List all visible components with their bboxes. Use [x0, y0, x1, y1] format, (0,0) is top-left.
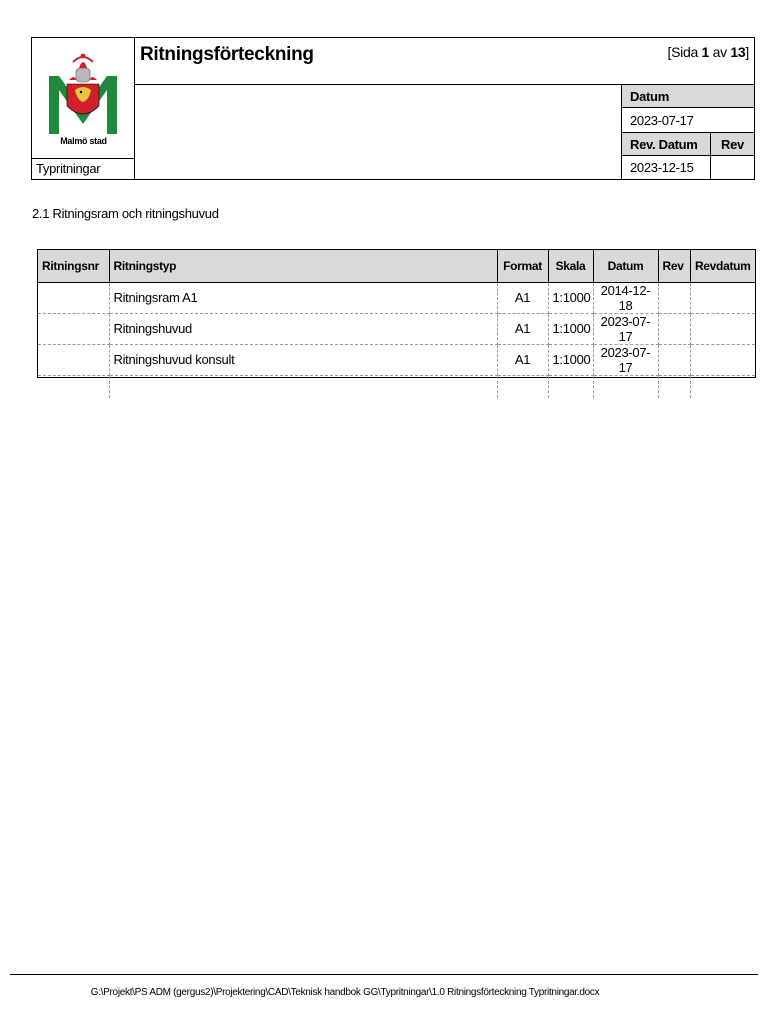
- column-header-rev: Rev: [658, 250, 690, 282]
- table-row: [38, 375, 755, 398]
- cell-format: A1: [497, 313, 548, 344]
- doc-category: Typritningar: [32, 158, 135, 180]
- org-name: Malmö stad: [60, 136, 107, 146]
- title-cell: [135, 38, 754, 85]
- cell-datum: 2023-07-17: [593, 313, 658, 344]
- page-total: 13: [730, 44, 746, 60]
- cell-ritningsnr: [38, 344, 109, 375]
- column-header-skala: Skala: [548, 250, 593, 282]
- cell-datum: 2014-12-18: [593, 282, 658, 313]
- cell-ritningstyp: [109, 375, 497, 398]
- table-header-row: [38, 250, 755, 282]
- logo-cell: [32, 38, 135, 158]
- page-title: Ritningsförteckning: [140, 44, 314, 65]
- cell-format: A1: [497, 282, 548, 313]
- cell-revdatum: [690, 282, 755, 313]
- cell-revdatum: [690, 375, 755, 398]
- table-row: [38, 313, 755, 344]
- cell-format: [497, 375, 548, 398]
- cell-ritningsnr: [38, 282, 109, 313]
- column-header-ritningstyp: Ritningstyp: [109, 250, 497, 282]
- section-heading: 2.1 Ritningsram och ritningshuvud: [32, 206, 219, 221]
- table-row: [38, 282, 755, 313]
- cell-rev: [658, 375, 690, 398]
- column-header-datum: Datum: [593, 250, 658, 282]
- table-row: [38, 344, 755, 375]
- rev-header-row: [622, 133, 754, 156]
- column-header-revdatum: Revdatum: [690, 250, 755, 282]
- cell-skala: 1:1000: [548, 344, 593, 375]
- page-prefix: [Sida: [667, 44, 702, 60]
- cell-rev: [658, 313, 690, 344]
- rev-label: Rev: [721, 137, 744, 152]
- cell-ritningstyp: Ritningsram A1: [109, 282, 497, 313]
- document-header: [31, 37, 755, 180]
- page-current: 1: [701, 44, 710, 60]
- cell-rev: [658, 344, 690, 375]
- page-suffix: ]: [745, 44, 749, 60]
- rev-value-row: [622, 156, 754, 180]
- column-header-ritningsnr: Ritningsnr: [38, 250, 109, 282]
- page-number: [668, 44, 749, 60]
- cell-ritningstyp: Ritningshuvud konsult: [109, 344, 497, 375]
- page-of: av: [709, 44, 731, 60]
- cell-ritningstyp: Ritningshuvud: [109, 313, 497, 344]
- cell-skala: 1:1000: [548, 282, 593, 313]
- rev-value: [711, 156, 754, 180]
- cell-revdatum: [690, 344, 755, 375]
- rev-datum-label: Rev. Datum: [622, 133, 711, 155]
- cell-skala: 1:1000: [548, 313, 593, 344]
- cell-skala: [548, 375, 593, 398]
- malmo-coat-of-arms-logo: [45, 50, 121, 134]
- rev-datum-value: 2023-12-15: [622, 156, 711, 180]
- footer-divider: [10, 974, 758, 975]
- cell-format: A1: [497, 344, 548, 375]
- meta-table: [621, 85, 754, 179]
- drawing-table: [37, 249, 756, 378]
- cell-revdatum: [690, 313, 755, 344]
- footer-file-path: G:\Projekt\PS ADM (gergus2)\Projektering\CAD\Teknisk handbok GG\Typritningar\1.0 Ritningsförteckning Typritningar.docx: [90, 987, 600, 998]
- cell-datum: [593, 375, 658, 398]
- cell-rev: [658, 282, 690, 313]
- column-header-format: Format: [497, 250, 548, 282]
- cell-datum: 2023-07-17: [593, 344, 658, 375]
- cell-ritningsnr: [38, 375, 109, 398]
- cell-ritningsnr: [38, 313, 109, 344]
- datum-label: Datum: [622, 85, 754, 108]
- datum-value: 2023-07-17: [622, 108, 754, 133]
